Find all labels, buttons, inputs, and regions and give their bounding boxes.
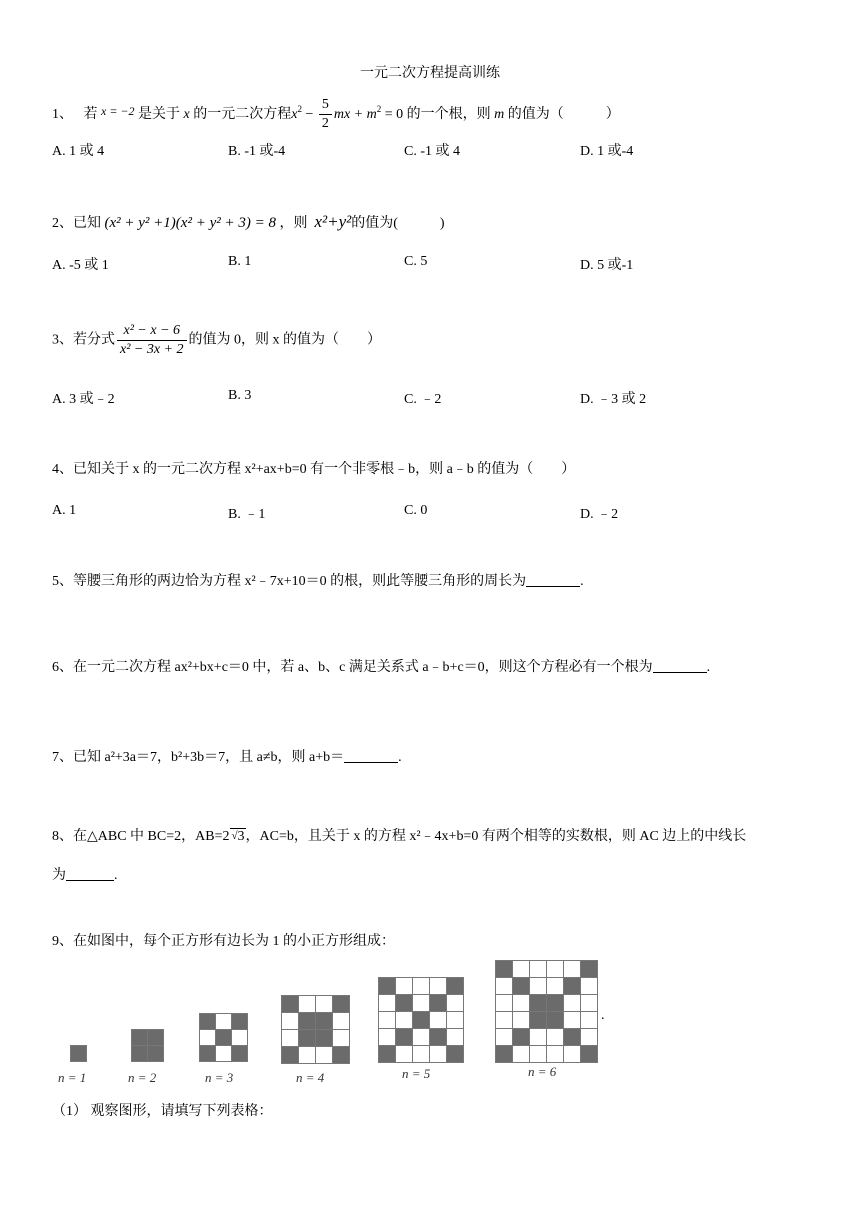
blank-cell <box>413 978 430 995</box>
blank-cell <box>547 1046 564 1063</box>
label-n3: n = 3 <box>205 1070 234 1085</box>
shaded-cell <box>530 1012 547 1029</box>
q1-pre: 若 <box>83 107 98 122</box>
q8-line1a: 8、在△ABC 中 BC=2，AB=2 <box>52 829 230 844</box>
question-7 <box>52 746 402 766</box>
blank-cell <box>379 995 396 1012</box>
blank-cell <box>379 1012 396 1029</box>
blank-cell <box>333 1030 350 1047</box>
blank-cell <box>413 995 430 1012</box>
blank-cell <box>316 996 333 1013</box>
q1-fraction <box>319 96 332 133</box>
blank-cell <box>333 1013 350 1030</box>
shaded-cell <box>200 1014 216 1030</box>
q2-option-c: C. 5 <box>404 254 428 269</box>
q1-m: m <box>494 107 505 122</box>
shaded-cell <box>564 1029 581 1046</box>
q6-end: . <box>706 660 711 675</box>
q6-text: 6、在一元二次方程 ax²+bx+c＝0 中，若 a、b、c 满足关系式 a﹣b+c＝0，则这个方程必有一个根为 <box>52 660 653 675</box>
q1-eq-a: x <box>291 107 298 122</box>
blank-cell <box>581 978 598 995</box>
q1-eq-c: mx + m <box>333 107 377 122</box>
shaded-cell <box>564 978 581 995</box>
shaded-cell <box>396 995 413 1012</box>
shaded-cell <box>513 1029 530 1046</box>
shaded-cell <box>413 1012 430 1029</box>
blank-cell <box>564 1046 581 1063</box>
blank-cell <box>447 1012 464 1029</box>
label-n5: n = 5 <box>402 1066 431 1081</box>
q1-mid: 是关于 <box>138 107 181 122</box>
blank-cell <box>496 978 513 995</box>
q6-answer-blank[interactable] <box>653 658 707 673</box>
blank-cell <box>564 995 581 1012</box>
shaded-cell <box>132 1030 148 1046</box>
q1-option-d: D. 1 或-4 <box>580 144 634 159</box>
pattern-n2 <box>131 1029 164 1062</box>
blank-cell <box>396 1012 413 1029</box>
pattern-n1 <box>70 1045 87 1062</box>
q7-answer-blank[interactable] <box>344 748 398 763</box>
q1-tail2: 的值为（ ） <box>507 107 620 122</box>
shaded-cell <box>333 996 350 1013</box>
blank-cell <box>496 995 513 1012</box>
shaded-cell <box>299 1030 316 1047</box>
q4-option-a: A. 1 <box>52 503 77 518</box>
blank-cell <box>530 978 547 995</box>
q1-option-c: C. -1 或 4 <box>404 144 460 159</box>
question-9-part-1: （1） 观察图形，请填写下列表格： <box>52 1104 273 1119</box>
q1-frac-num: 5 <box>319 96 332 115</box>
blank-cell <box>564 961 581 978</box>
q2-expr: (x² + y² +1)(x² + y² + 3) = 8 <box>104 215 276 231</box>
q1-option-b: B. -1 或-4 <box>228 144 286 159</box>
shaded-cell <box>200 1046 216 1062</box>
blank-cell <box>413 1046 430 1063</box>
blank-cell <box>430 1046 447 1063</box>
blank-cell <box>530 1046 547 1063</box>
blank-cell <box>513 1046 530 1063</box>
shaded-cell <box>299 1013 316 1030</box>
q1-eq-b: − <box>305 107 314 122</box>
shaded-cell <box>333 1047 350 1064</box>
q2-text-b: ，则 <box>279 216 308 231</box>
q5-end: . <box>580 574 584 589</box>
label-n2: n = 2 <box>128 1070 157 1085</box>
question-8-line2 <box>52 864 118 884</box>
q1-mid2: 的一元二次方程 <box>193 107 292 122</box>
blank-cell <box>396 978 413 995</box>
blank-cell <box>200 1030 216 1046</box>
q3-text-a: 若分式 <box>73 332 115 348</box>
blank-cell <box>299 996 316 1013</box>
q1-number: 1、 <box>52 107 73 122</box>
shaded-cell <box>148 1030 164 1046</box>
q8-sqrt-value: 3 <box>237 829 245 844</box>
shaded-cell <box>547 1012 564 1029</box>
blank-cell <box>564 1012 581 1029</box>
shaded-cell <box>581 961 598 978</box>
shaded-cell <box>447 978 464 995</box>
question-2 <box>52 212 445 232</box>
q1-var: x <box>183 107 190 122</box>
q3-option-c: C. ﹣2 <box>404 392 442 407</box>
blank-cell <box>581 1029 598 1046</box>
q2-number: 2、 <box>52 216 73 231</box>
q3-option-a: A. 3 或﹣2 <box>52 392 115 407</box>
shaded-cell <box>547 995 564 1012</box>
question-8-line1 <box>52 825 746 845</box>
blank-cell <box>216 1014 232 1030</box>
blank-cell <box>496 1029 513 1046</box>
blank-cell <box>547 978 564 995</box>
shaded-cell <box>581 1046 598 1063</box>
shaded-cell <box>132 1046 148 1062</box>
shaded-cell <box>496 1046 513 1063</box>
shaded-cell <box>379 978 396 995</box>
shaded-cell <box>282 996 299 1013</box>
q8-line2: 为 <box>52 868 66 883</box>
blank-cell <box>232 1030 248 1046</box>
pattern-n6 <box>495 960 598 1063</box>
blank-cell <box>547 961 564 978</box>
q4-option-b: B. ﹣1 <box>228 507 266 522</box>
q7-end: . <box>398 750 402 765</box>
blank-cell <box>513 961 530 978</box>
q2-text-c: 的值为( ) <box>351 216 445 231</box>
q3-fraction <box>117 322 187 359</box>
blank-cell <box>430 1012 447 1029</box>
question-5 <box>52 570 584 590</box>
blank-cell <box>447 1029 464 1046</box>
q8-line1b: ，AC=b，且关于 x 的方程 x²﹣4x+b=0 有两个相等的实数根，则 AC 边上的中线长 <box>245 829 747 844</box>
shaded-cell <box>396 1029 413 1046</box>
q4-option-d: D. ﹣2 <box>580 507 619 522</box>
q3-option-b: B. 3 <box>228 388 252 403</box>
label-n6: n = 6 <box>528 1064 557 1079</box>
shaded-cell <box>148 1046 164 1062</box>
shaded-cell <box>530 995 547 1012</box>
shaded-cell <box>216 1030 232 1046</box>
question-6 <box>52 656 710 676</box>
blank-cell <box>413 1029 430 1046</box>
shaded-cell <box>496 961 513 978</box>
shaded-cell <box>447 1046 464 1063</box>
question-4: 4、已知关于 x 的一元二次方程 x²+ax+b=0 有一个非零根﹣b，则 a﹣b 的值为（ ） <box>52 462 576 477</box>
blank-cell <box>316 1047 333 1064</box>
q1-given: x = −2 <box>101 104 135 118</box>
shaded-cell <box>71 1046 87 1062</box>
pattern-n4 <box>281 995 350 1064</box>
blank-cell <box>530 1029 547 1046</box>
question-9: 9、在如图中，每个正方形有边长为 1 的小正方形组成： <box>52 934 395 949</box>
blank-cell <box>496 1012 513 1029</box>
shaded-cell <box>430 995 447 1012</box>
q3-number: 3、 <box>52 332 73 348</box>
shaded-cell <box>513 978 530 995</box>
q2-option-b: B. 1 <box>228 254 252 269</box>
q8-answer-blank[interactable] <box>66 866 114 881</box>
q2-option-a: A. -5 或 1 <box>52 258 109 273</box>
blank-cell <box>396 1046 413 1063</box>
blank-cell <box>513 995 530 1012</box>
q1-tail: 的一个根，则 <box>406 107 491 122</box>
q2-option-d: D. 5 或-1 <box>580 258 634 273</box>
shaded-cell <box>232 1046 248 1062</box>
q3-option-d: D. ﹣3 或 2 <box>580 392 647 407</box>
blank-cell <box>547 1029 564 1046</box>
pattern-n5 <box>378 977 464 1063</box>
q5-answer-blank[interactable] <box>526 572 580 587</box>
label-n1: n = 1 <box>58 1070 87 1085</box>
blank-cell <box>513 1012 530 1029</box>
shaded-cell <box>430 1029 447 1046</box>
figures-trail-dot: . <box>601 1008 605 1023</box>
blank-cell <box>282 1013 299 1030</box>
q1-frac-den: 2 <box>321 116 329 132</box>
question-3 <box>52 322 381 359</box>
blank-cell <box>216 1046 232 1062</box>
q3-frac-num: x² − x − 6 <box>117 322 187 341</box>
label-n4: n = 4 <box>296 1070 325 1085</box>
blank-cell <box>447 995 464 1012</box>
q1-eq-d: = 0 <box>381 107 404 122</box>
shaded-cell <box>379 1046 396 1063</box>
q8-sqrt: √3 <box>231 829 245 844</box>
question-1: 1、 若 x = −2 是关于 x 的一元二次方程$x^2$ − $\frac{5}{2}$ mx + $m^2 = 0$ 的一个根，则 m 的值为（ ） <box>52 97 620 132</box>
blank-cell <box>299 1047 316 1064</box>
q5-text: 5、等腰三角形的两边恰为方程 x²﹣7x+10＝0 的根，则此等腰三角形的周长为 <box>52 574 527 589</box>
blank-cell <box>379 1029 396 1046</box>
q1-option-a: A. 1 或 4 <box>52 144 105 159</box>
pattern-n3 <box>199 1013 248 1062</box>
q8-end: . <box>114 868 118 883</box>
shaded-cell <box>316 1030 333 1047</box>
q7-text: 7、已知 a²+3a＝7，b²+3b＝7，且 a≠b，则 a+b＝ <box>52 750 345 765</box>
blank-cell <box>430 978 447 995</box>
page-title: 一元二次方程提高训练 <box>360 66 500 81</box>
q3-frac-den: x² − 3x + 2 <box>120 342 184 357</box>
blank-cell <box>581 995 598 1012</box>
blank-cell <box>530 961 547 978</box>
q4-option-c: C. 0 <box>404 503 428 518</box>
shaded-cell <box>232 1014 248 1030</box>
blank-cell <box>282 1030 299 1047</box>
q2-expr2: x²+y² <box>314 212 352 231</box>
blank-cell <box>581 1012 598 1029</box>
shaded-cell <box>282 1047 299 1064</box>
shaded-cell <box>316 1013 333 1030</box>
q3-text-b: 的值为 0，则 x 的值为（ ） <box>188 332 382 348</box>
q2-text-a: 已知 <box>73 216 101 231</box>
